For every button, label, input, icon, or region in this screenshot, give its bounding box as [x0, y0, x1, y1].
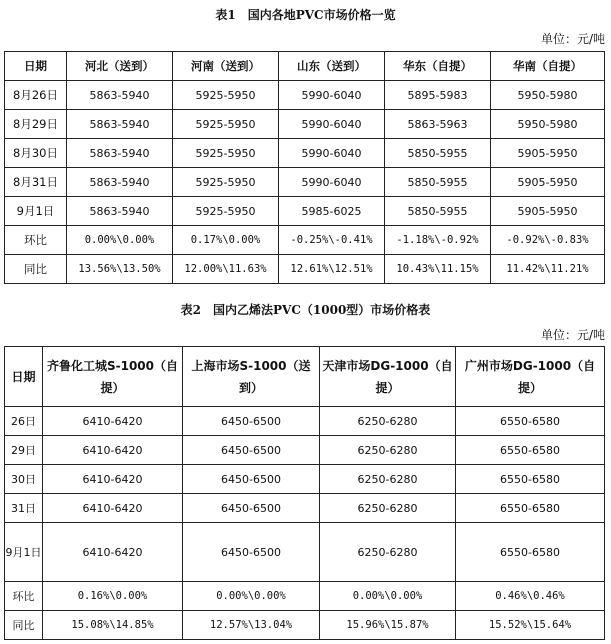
price-cell: 5925-5950	[173, 81, 279, 110]
watermark-logo	[0, 628, 80, 644]
price-cell: 6250-6280	[320, 436, 456, 465]
date-cell: 环比	[5, 582, 43, 611]
price-cell: 0.00%\0.00%	[183, 582, 320, 611]
price-cell: 6410-6420	[43, 436, 183, 465]
price-cell: 5863-5940	[67, 81, 173, 110]
date-cell: 9月1日	[5, 523, 43, 582]
price-cell: 5925-5950	[173, 139, 279, 168]
price-cell: 5925-5950	[173, 197, 279, 226]
price-cell: 5925-5950	[173, 110, 279, 139]
price-cell: 6410-6420	[43, 494, 183, 523]
price-cell: 0.16%\0.00%	[43, 582, 183, 611]
price-cell: 6450-6500	[183, 436, 320, 465]
date-cell: 29日	[5, 436, 43, 465]
table-row	[5, 407, 605, 436]
table-row	[5, 255, 605, 284]
price-cell: 5905-5950	[491, 197, 605, 226]
table-row	[5, 110, 605, 139]
header-cell: 日期	[5, 52, 67, 81]
table-row	[5, 81, 605, 110]
table-row	[5, 465, 605, 494]
header-cell: 广州市场DG-1000（自提）	[456, 347, 605, 407]
price-cell: 10.43%\11.15%	[385, 255, 491, 284]
price-cell: 5850-5955	[385, 197, 491, 226]
price-cell: -1.18%\-0.92%	[385, 226, 491, 255]
price-cell: 11.42%\11.21%	[491, 255, 605, 284]
price-cell: 15.96%\15.87%	[320, 611, 456, 640]
price-cell: 5925-5950	[173, 168, 279, 197]
price-cell: 5863-5940	[67, 168, 173, 197]
price-cell: 5905-5950	[491, 168, 605, 197]
price-cell: -0.25%\-0.41%	[279, 226, 385, 255]
date-cell: 31日	[5, 494, 43, 523]
date-cell: 同比	[5, 255, 67, 284]
header-cell: 华东（自提）	[385, 52, 491, 81]
price-cell: -0.92%\-0.83%	[491, 226, 605, 255]
price-cell: 5985-6025	[279, 197, 385, 226]
table-row	[5, 226, 605, 255]
price-cell: 12.57%\13.04%	[183, 611, 320, 640]
price-cell: 5990-6040	[279, 139, 385, 168]
price-cell: 0.17%\0.00%	[173, 226, 279, 255]
price-cell: 12.00%\11.63%	[173, 255, 279, 284]
price-cell: 6250-6280	[320, 407, 456, 436]
price-cell: 5905-5950	[491, 139, 605, 168]
price-cell: 15.52%\15.64%	[456, 611, 605, 640]
table-row	[5, 197, 605, 226]
price-cell: 6410-6420	[43, 523, 183, 582]
price-cell: 6550-6580	[456, 494, 605, 523]
price-cell: 13.56%\13.50%	[67, 255, 173, 284]
price-cell: 5850-5955	[385, 139, 491, 168]
header-cell: 日期	[5, 347, 43, 407]
price-cell: 12.61%\12.51%	[279, 255, 385, 284]
price-cell: 6410-6420	[43, 407, 183, 436]
header-cell: 上海市场S-1000（送到）	[183, 347, 320, 407]
table1-caption: 表1 国内各地PVC市场价格一览	[215, 8, 396, 22]
table1-unit: 单位：元/吨	[540, 32, 605, 46]
header-cell: 山东（送到）	[279, 52, 385, 81]
header-cell: 河南（送到）	[173, 52, 279, 81]
table-row	[5, 436, 605, 465]
price-cell: 5895-5983	[385, 81, 491, 110]
date-cell: 8月29日	[5, 110, 67, 139]
price-cell: 6550-6580	[456, 436, 605, 465]
price-cell: 6410-6420	[43, 465, 183, 494]
price-cell: 6450-6500	[183, 465, 320, 494]
ethylene-pvc-price-table	[4, 346, 605, 640]
date-cell: 8月31日	[5, 168, 67, 197]
price-cell: 0.46%\0.46%	[456, 582, 605, 611]
table-row	[5, 494, 605, 523]
table2-unit: 单位：元/吨	[540, 328, 605, 342]
table-row	[5, 168, 605, 197]
price-cell: 6450-6500	[183, 523, 320, 582]
price-cell: 5990-6040	[279, 81, 385, 110]
price-cell: 0.00%\0.00%	[67, 226, 173, 255]
price-cell: 5990-6040	[279, 110, 385, 139]
date-cell: 环比	[5, 226, 67, 255]
price-cell: 15.08%\14.85%	[43, 611, 183, 640]
date-cell: 30日	[5, 465, 43, 494]
price-cell: 5850-5955	[385, 168, 491, 197]
table-header-row	[5, 52, 605, 81]
price-cell: 6550-6580	[456, 465, 605, 494]
price-cell: 5863-5940	[67, 110, 173, 139]
table-row	[5, 582, 605, 611]
price-cell: 6250-6280	[320, 523, 456, 582]
price-cell: 6550-6580	[456, 407, 605, 436]
pvc-regional-price-table	[4, 51, 605, 284]
table-row	[5, 139, 605, 168]
header-cell: 天津市场DG-1000（自提）	[320, 347, 456, 407]
price-cell: 6250-6280	[320, 494, 456, 523]
header-cell: 华南（自提）	[491, 52, 605, 81]
date-cell: 26日	[5, 407, 43, 436]
price-cell: 5863-5963	[385, 110, 491, 139]
price-cell: 6450-6500	[183, 407, 320, 436]
price-cell: 6450-6500	[183, 494, 320, 523]
price-cell: 0.00%\0.00%	[320, 582, 456, 611]
price-cell: 5863-5940	[67, 139, 173, 168]
table-row	[5, 611, 605, 640]
table-header-row	[5, 347, 605, 407]
price-cell: 6250-6280	[320, 465, 456, 494]
price-cell: 5863-5940	[67, 197, 173, 226]
date-cell: 9月1日	[5, 197, 67, 226]
date-cell: 8月30日	[5, 139, 67, 168]
price-cell: 5950-5980	[491, 81, 605, 110]
price-cell: 5990-6040	[279, 168, 385, 197]
date-cell: 8月26日	[5, 81, 67, 110]
table2-caption: 表2 国内乙烯法PVC（1000型）市场价格表	[180, 303, 431, 317]
table-row	[5, 523, 605, 582]
header-cell: 河北（送到）	[67, 52, 173, 81]
date-cell: 同比	[5, 611, 43, 640]
price-cell: 6550-6580	[456, 523, 605, 582]
header-cell: 齐鲁化工城S-1000（自提）	[43, 347, 183, 407]
price-cell: 5950-5980	[491, 110, 605, 139]
